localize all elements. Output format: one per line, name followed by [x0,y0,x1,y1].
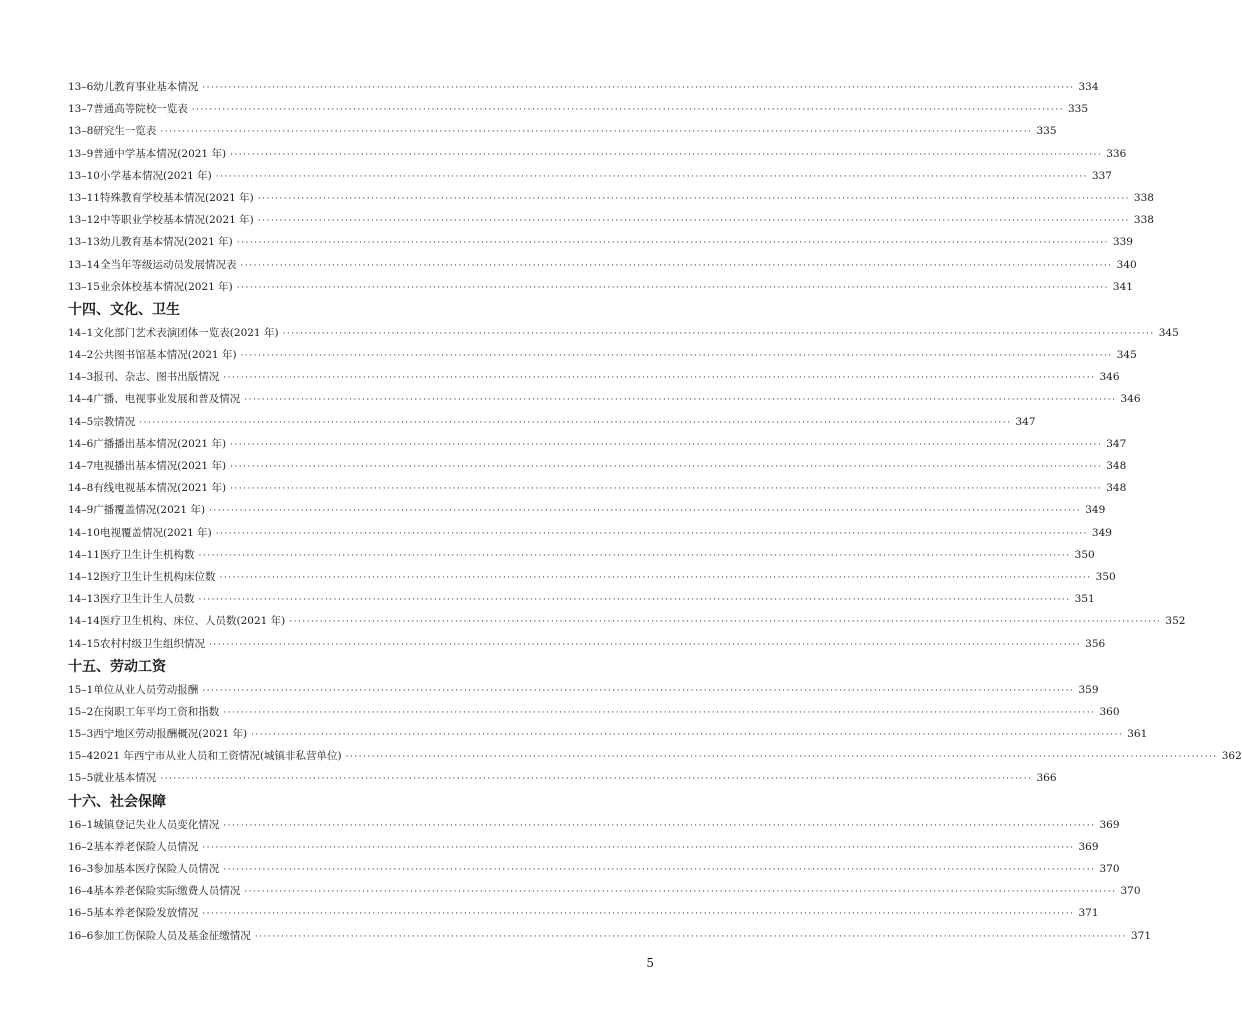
page-number: 5 [646,956,654,970]
entry-page: 339 [1112,236,1133,249]
table-of-contents [68,76,1242,947]
entry-title: 文化部门艺术表演团体一览表(2021 年) [93,326,279,339]
toc-entry[interactable] [68,366,1120,388]
entry-page: 349 [1085,504,1106,517]
entry-number: 15–5 [68,772,94,785]
entry-page: 345 [1116,349,1137,362]
toc-entry[interactable] [68,588,1095,610]
entry-title: 在岗职工年平均工资和指数 [93,705,220,718]
dot-leader: ········································································································································································································ [282,328,1155,339]
entry-page: 338 [1133,214,1154,227]
entry-page: 349 [1091,526,1112,539]
dot-leader: ········································································································································································································ [202,83,1075,93]
toc-entry[interactable] [68,477,1127,499]
toc-entry[interactable] [68,231,1133,253]
entry-number: 16–6 [68,929,94,942]
dot-leader: ········································································································································································································ [230,149,1103,160]
dot-leader: ········································································································································································································ [160,774,1033,785]
entry-title: 业余体校基本情况(2021 年) [99,280,233,293]
entry-page: 360 [1099,705,1120,718]
dot-leader: ········································································································································································································ [209,506,1082,517]
dot-leader: ········································································································································································································ [236,282,1109,293]
entry-number: 16–4 [68,885,94,898]
entry-number: 13–14 [68,258,100,271]
entry-number: 14–9 [68,504,94,517]
toc-entry[interactable] [68,925,1152,947]
entry-number: 14–5 [68,415,94,428]
entry-title: 广播播出基本情况(2021 年) [93,437,227,450]
dot-leader: ········································································································································································································ [230,462,1103,472]
entry-number: 14–11 [68,548,100,561]
entry-title: 参加工伤保险人员及基金征缴情况 [93,929,251,942]
entry-page: 359 [1078,683,1099,696]
toc-entry[interactable] [68,165,1112,187]
toc-entry[interactable] [68,98,1089,120]
entry-title: 特殊教育学校基本情况(2021 年) [99,191,254,204]
toc-entry[interactable] [68,187,1154,209]
dot-leader: ········································································································································································································ [198,595,1071,606]
toc-entry[interactable] [68,522,1112,544]
entry-page: 350 [1074,548,1095,561]
entry-number: 15–4 [68,750,94,763]
entry-page: 335 [1036,125,1057,138]
entry-number: 13–6 [68,81,94,93]
dot-leader: ········································································································································································································ [244,395,1117,406]
entry-number: 13–15 [68,280,100,293]
entry-number: 13–11 [68,191,100,204]
entry-title: 广播覆盖情况(2021 年) [93,504,206,517]
dot-leader: ········································································································································································································ [223,707,1096,718]
entry-page: 335 [1067,103,1089,116]
toc-entry[interactable] [68,701,1120,723]
entry-title: 幼儿教育事业基本情况 [93,81,199,93]
toc-entry[interactable] [68,254,1137,276]
toc-entry[interactable] [68,322,1179,344]
entry-number: 13–10 [68,169,100,182]
entry-number: 14–10 [68,526,100,539]
entry-title: 农村村级卫生组织情况 [99,637,205,650]
entry-title: 基本养老保险人员情况 [93,840,199,853]
entry-title: 西宁地区劳动报酬概况(2021 年) [93,728,248,741]
dot-leader: ········································································································································································································ [191,105,1064,116]
dot-leader: ········································································································································································································ [240,351,1113,362]
entry-number: 14–7 [68,460,94,472]
dot-leader: ········································································································································································································ [244,887,1117,898]
dot-leader: ········································································································································································································ [202,685,1075,696]
entry-title: 普通中学基本情况(2021 年) [93,147,227,160]
entry-title: 单位从业人员劳动报酬 [93,683,199,696]
dot-leader: ········································································································································································································ [198,550,1071,561]
section-heading: 十四、文化、卫生 [68,301,180,318]
toc-entry[interactable] [68,566,1116,588]
entry-number: 14–13 [68,593,100,606]
entry-number: 14–15 [68,637,100,650]
toc-entry[interactable] [68,858,1120,880]
entry-number: 13–13 [68,236,100,249]
entry-number: 16–2 [68,840,94,853]
dot-leader: ········································································································································································································ [345,752,1218,763]
section-heading: 十五、劳动工资 [68,658,166,675]
entry-page: 340 [1116,258,1137,271]
entry-title: 城镇登记失业人员变化情况 [93,818,220,831]
entry-title: 2021 年西宁市从业人员和工资情况(城镇非私营单位) [93,750,342,763]
entry-page: 337 [1091,169,1112,182]
dot-leader: ········································································································································································································ [202,842,1075,853]
dot-leader: ········································································································································································································ [223,820,1096,831]
entry-page: 346 [1099,371,1120,384]
entry-number: 13–9 [68,147,94,160]
section-heading: 十六、社会保障 [68,793,166,810]
toc-entry[interactable] [68,633,1106,655]
toc-entry[interactable] [68,344,1137,366]
entry-title: 医疗卫生计生人员数 [99,593,195,606]
entry-page: 348 [1106,482,1127,495]
entry-page: 348 [1106,460,1127,472]
entry-page: 334 [1078,81,1099,93]
entry-title: 宗教情况 [93,415,136,428]
entry-page: 352 [1165,615,1186,628]
entry-title: 医疗卫生计生机构数 [99,548,195,561]
dot-leader: ········································································································································································································ [257,216,1130,227]
entry-page: 346 [1120,393,1141,406]
toc-entry[interactable] [68,76,1099,98]
dot-leader: ········································································································································································································ [230,484,1103,495]
entry-number: 13–7 [68,103,94,116]
entry-title: 幼儿教育基本情况(2021 年) [99,236,233,249]
entry-page: 347 [1015,415,1036,428]
entry-page: 341 [1112,280,1133,293]
entry-page: 347 [1106,437,1127,450]
entry-title: 就业基本情况 [93,772,157,785]
toc-entry[interactable] [68,880,1141,902]
entry-page: 369 [1078,840,1099,853]
entry-title: 研究生一览表 [93,125,157,138]
entry-number: 13–12 [68,214,100,227]
dot-leader: ········································································································································································································ [257,193,1130,204]
toc-entry[interactable] [68,455,1127,477]
entry-number: 14–6 [68,437,94,450]
entry-page: 369 [1099,818,1120,831]
toc-entry[interactable] [68,745,1242,767]
entry-number: 14–12 [68,570,100,583]
entry-title: 参加基本医疗保险人员情况 [93,863,220,875]
toc-entry[interactable] [68,679,1099,701]
entry-number: 15–1 [68,683,94,696]
toc-entry[interactable] [68,433,1127,455]
entry-title: 有线电视基本情况(2021 年) [93,482,227,495]
entry-page: 345 [1158,326,1179,339]
dot-leader: ········································································································································································································ [223,373,1096,384]
entry-title: 电视播出基本情况(2021 年) [93,460,227,472]
entry-number: 13–8 [68,125,94,138]
entry-page: 351 [1074,593,1095,606]
entry-number: 14–1 [68,326,94,339]
entry-number: 16–3 [68,863,94,875]
dot-leader: ········································································································································································································ [223,865,1096,875]
dot-leader: ········································································································································································································ [219,572,1092,583]
entry-title: 中等职业学校基本情况(2021 年) [99,214,254,227]
entry-page: 361 [1127,728,1148,741]
dot-leader: ········································································································································································································ [240,260,1113,271]
entry-number: 15–2 [68,705,94,718]
entry-page: 350 [1095,570,1116,583]
entry-title: 基本养老保险实际缴费人员情况 [93,885,241,898]
entry-title: 医疗卫生机构、床位、人员数(2021 年) [99,615,286,628]
entry-number: 14–2 [68,349,94,362]
dot-leader: ········································································································································································································ [254,931,1127,942]
entry-number: 14–4 [68,393,94,406]
entry-page: 338 [1133,191,1154,204]
toc-entry[interactable] [68,276,1133,298]
dot-leader: ········································································································································································································ [215,171,1088,182]
entry-title: 小学基本情况(2021 年) [99,169,212,182]
toc-entry[interactable] [68,120,1057,142]
entry-number: 15–3 [68,728,94,741]
toc-entry[interactable] [68,209,1154,231]
entry-number: 16–1 [68,818,94,831]
dot-leader: ········································································································································································································ [215,528,1088,539]
dot-leader: ········································································································································································································ [202,909,1075,920]
toc-entry[interactable] [68,767,1057,789]
dot-leader: ········································································································································································································ [139,417,1012,428]
dot-leader: ········································································································································································································ [251,730,1124,741]
entry-page: 370 [1099,863,1120,875]
toc-entry[interactable] [68,388,1141,410]
entry-number: 14–8 [68,482,94,495]
entry-page: 371 [1130,929,1152,942]
dot-leader: ········································································································································································································ [289,617,1162,628]
entry-title: 公共图书馆基本情况(2021 年) [93,349,237,362]
entry-number: 14–3 [68,371,94,384]
entry-title: 基本养老保险发放情况 [93,907,199,920]
entry-page: 336 [1106,147,1127,160]
entry-page: 371 [1078,907,1099,920]
entry-title: 医疗卫生计生机构床位数 [99,570,216,583]
toc-entry[interactable] [68,411,1036,433]
dot-leader: ········································································································································································································ [160,127,1033,138]
entry-page: 356 [1085,637,1106,650]
entry-title: 全当年等级运动员发展情况表 [99,258,237,271]
entry-title: 报刊、杂志、图书出版情况 [93,371,220,384]
entry-page: 370 [1120,885,1141,898]
entry-number: 14–14 [68,615,100,628]
entry-title: 普通高等院校一览表 [93,103,188,116]
dot-leader: ········································································································································································································ [208,639,1082,650]
toc-entry[interactable] [68,143,1127,165]
entry-title: 广播、电视事业发展和普及情况 [93,393,241,406]
toc-entry[interactable] [68,610,1186,632]
dot-leader: ········································································································································································································ [230,439,1103,450]
toc-entry[interactable] [68,499,1106,521]
toc-entry[interactable] [68,544,1095,566]
entry-number: 16–5 [68,907,94,920]
toc-entry[interactable] [68,836,1099,858]
entry-page: 362 [1221,750,1242,763]
entry-title: 电视覆盖情况(2021 年) [99,526,212,539]
entry-page: 366 [1036,772,1057,785]
toc-entry[interactable] [68,902,1099,924]
toc-entry[interactable] [68,814,1120,836]
dot-leader: ········································································································································································································ [236,238,1109,249]
toc-entry[interactable] [68,723,1148,745]
